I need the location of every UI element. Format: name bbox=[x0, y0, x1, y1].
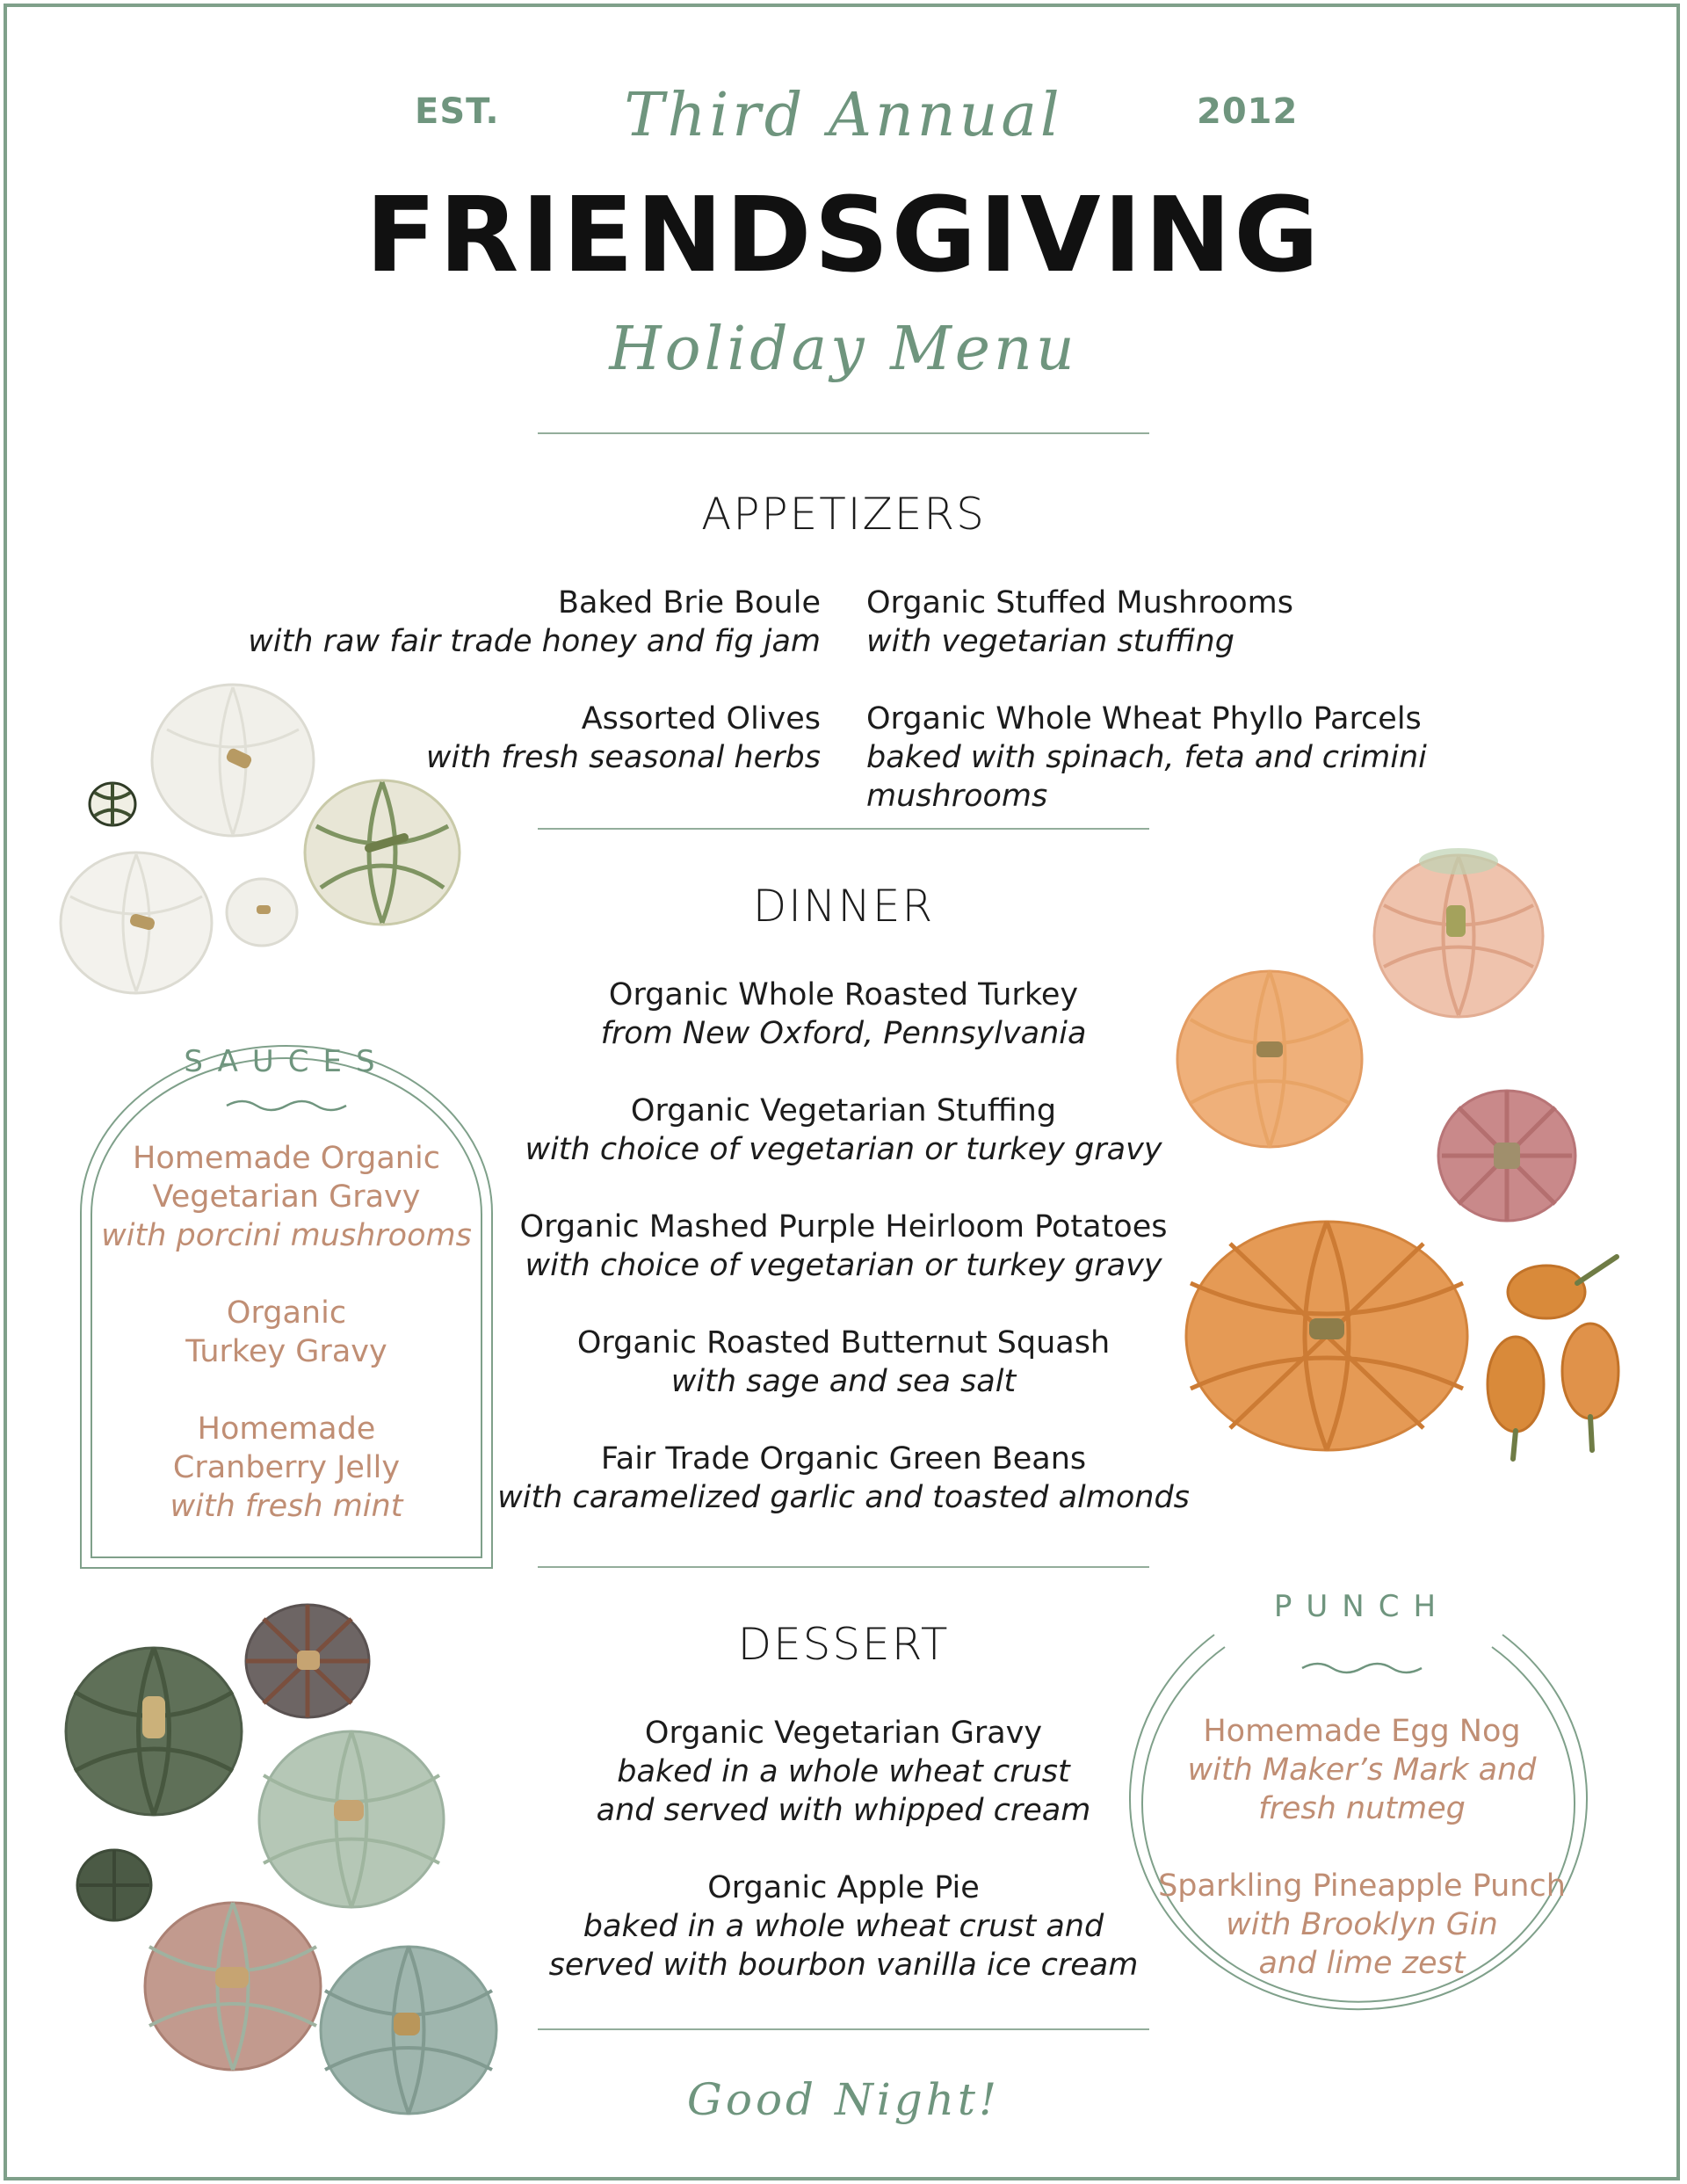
punch-desc: with Brooklyn Gin bbox=[1226, 1907, 1498, 1942]
sauce-name: Organic bbox=[226, 1295, 347, 1331]
dessert-item bbox=[492, 1868, 1195, 1984]
sauce-item bbox=[84, 1294, 489, 1371]
punch-desc: with Maker’s Mark and bbox=[1187, 1752, 1537, 1788]
dinner-item bbox=[492, 1440, 1195, 1517]
dinner-desc: from New Oxford, Pennsylvania bbox=[600, 1016, 1087, 1051]
dinner-name: Organic Mashed Purple Heirloom Potatoes bbox=[519, 1209, 1168, 1244]
appetizer-name: Assorted Olives bbox=[581, 701, 821, 736]
dinner-item bbox=[492, 976, 1195, 1053]
punch-name: Sparkling Pineapple Punch bbox=[1158, 1868, 1566, 1904]
pumpkin-icon bbox=[61, 853, 212, 993]
dinner-desc: with sage and sea salt bbox=[670, 1364, 1017, 1399]
pumpkin-icon bbox=[90, 783, 135, 825]
dessert-desc: baked in a whole wheat crust bbox=[617, 1754, 1070, 1789]
pumpkin-icon bbox=[1438, 1091, 1575, 1221]
sauce-name: Cranberry Jelly bbox=[172, 1450, 401, 1485]
appetizer-item bbox=[866, 584, 1534, 661]
dinner-item bbox=[492, 1092, 1195, 1169]
dessert-name: Organic Apple Pie bbox=[707, 1870, 980, 1905]
pumpkin-icon bbox=[1488, 1337, 1544, 1459]
dessert-desc: and served with whipped cream bbox=[596, 1793, 1091, 1828]
pumpkin-icon bbox=[77, 1850, 151, 1920]
divider-rule bbox=[538, 2028, 1149, 2030]
dinner-desc: with choice of vegetarian or turkey gravy bbox=[525, 1132, 1162, 1167]
punch-desc: fresh nutmeg bbox=[1258, 1791, 1466, 1826]
pumpkin-icon bbox=[1508, 1257, 1617, 1318]
punch-item bbox=[1142, 1867, 1582, 1983]
dessert-name: Organic Vegetarian Gravy bbox=[644, 1716, 1043, 1751]
dinner-desc: with choice of vegetarian or turkey gravy bbox=[525, 1248, 1162, 1283]
divider-rule bbox=[538, 1566, 1149, 1568]
dessert-desc: served with bourbon vanilla ice cream bbox=[548, 1948, 1139, 1983]
divider-rule bbox=[538, 828, 1149, 830]
pumpkin-icon bbox=[305, 780, 460, 925]
sauce-item bbox=[84, 1139, 489, 1255]
sauce-name: Turkey Gravy bbox=[185, 1334, 387, 1369]
dinner-name: Organic Whole Roasted Turkey bbox=[608, 977, 1079, 1012]
pumpkin-icon bbox=[246, 1605, 369, 1717]
est-label: EST. bbox=[415, 91, 500, 132]
appetizer-name: Organic Whole Wheat Phyllo Parcels bbox=[866, 701, 1422, 736]
sauce-item bbox=[84, 1410, 489, 1526]
appetizers-heading: APPETIZERS bbox=[701, 489, 986, 540]
page-title: FRIENDSGIVING bbox=[365, 174, 1322, 295]
wave-divider-icon bbox=[1300, 1659, 1423, 1677]
appetizer-name: Baked Brie Boule bbox=[557, 585, 821, 620]
dessert-desc: baked in a whole wheat crust and bbox=[583, 1909, 1104, 1944]
sauce-desc: with porcini mushrooms bbox=[101, 1218, 472, 1253]
dinner-name: Fair Trade Organic Green Beans bbox=[600, 1441, 1087, 1477]
pumpkin-icon bbox=[321, 1947, 496, 2114]
pumpkin-icon bbox=[1177, 971, 1362, 1147]
sauce-name: Homemade bbox=[197, 1411, 376, 1447]
dessert-item bbox=[492, 1714, 1195, 1830]
dinner-heading: DINNER bbox=[752, 881, 935, 932]
pumpkin-icon bbox=[1186, 1222, 1467, 1450]
pumpkin-icon bbox=[227, 879, 297, 946]
pumpkin-icon bbox=[259, 1731, 444, 1907]
dinner-name: Organic Roasted Butternut Squash bbox=[576, 1325, 1111, 1360]
appetizer-item bbox=[206, 584, 821, 661]
sauce-name: Homemade Organic bbox=[133, 1141, 440, 1176]
punch-title: PUNCH bbox=[1273, 1589, 1451, 1624]
pumpkin-icon bbox=[1374, 848, 1543, 1017]
punch-item bbox=[1142, 1712, 1582, 1828]
appetizer-desc: with vegetarian stuffing bbox=[866, 624, 1234, 659]
header-overline: Third Annual bbox=[624, 81, 1063, 150]
header-subtitle: Holiday Menu bbox=[609, 315, 1078, 384]
orange-pumpkins-cluster bbox=[1177, 844, 1634, 1450]
est-year: 2012 bbox=[1197, 91, 1299, 132]
punch-desc: and lime zest bbox=[1258, 1946, 1466, 1981]
white-pumpkins-cluster bbox=[53, 668, 474, 1002]
sauce-name: Vegetarian Gravy bbox=[152, 1179, 421, 1215]
pumpkin-icon bbox=[66, 1648, 242, 1815]
dinner-desc: with caramelized garlic and toasted almonds bbox=[497, 1480, 1190, 1515]
sauce-desc: with fresh mint bbox=[170, 1489, 403, 1524]
pumpkin-icon bbox=[145, 1903, 321, 2070]
divider-rule bbox=[538, 432, 1149, 434]
pumpkin-icon bbox=[152, 685, 314, 836]
appetizer-item bbox=[866, 700, 1534, 816]
appetizer-desc: with raw fair trade honey and fig jam bbox=[248, 624, 821, 659]
sauces-title: SAUCES bbox=[184, 1044, 389, 1079]
dinner-name: Organic Vegetarian Stuffing bbox=[630, 1093, 1057, 1128]
dinner-item bbox=[492, 1324, 1195, 1401]
appetizer-name: Organic Stuffed Mushrooms bbox=[866, 585, 1293, 620]
appetizer-desc: with fresh seasonal herbs bbox=[425, 740, 821, 775]
appetizer-desc: baked with spinach, feta and crimini mushrooms bbox=[866, 740, 1427, 814]
pumpkin-icon bbox=[1562, 1324, 1618, 1450]
wave-divider-icon bbox=[225, 1097, 348, 1114]
blue-green-pumpkins-cluster bbox=[70, 1600, 527, 2127]
dessert-heading: DESSERT bbox=[737, 1619, 950, 1670]
footer-signoff: Good Night! bbox=[686, 2074, 1001, 2125]
dinner-item bbox=[492, 1208, 1195, 1285]
punch-name: Homemade Egg Nog bbox=[1203, 1714, 1521, 1749]
